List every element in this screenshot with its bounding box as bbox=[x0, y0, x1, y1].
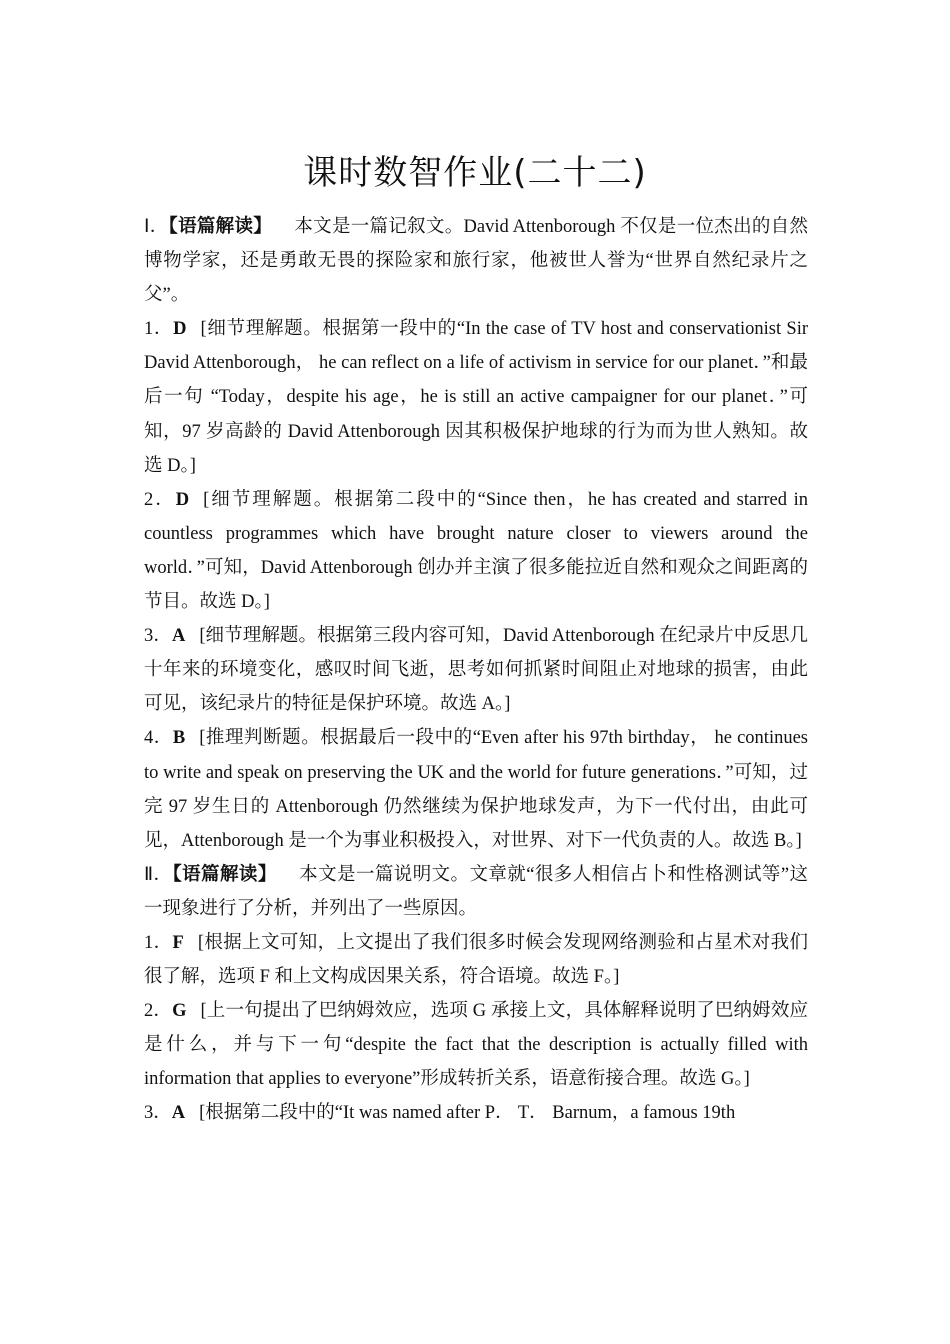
item-number: 2． bbox=[144, 1001, 173, 1022]
answer-item bbox=[144, 312, 808, 482]
item-answer: A bbox=[171, 626, 186, 647]
item-explanation: [根据上文可知，上文提出了我们很多时候会发现网络测验和占星术对我们很了解，选项 F 和上文构成因果关系，符合语境。故选 F。] bbox=[144, 932, 808, 988]
item-explanation: [细节理解题。根据第三段内容可知，David Attenborough 在纪录片中反思几十年来的环境变化，感叹时间飞逝，思考如何抓紧时间阻止对地球的损害，由此可见，该纪录片的特征是保护环境。故选 A。] bbox=[144, 626, 808, 715]
answer-item bbox=[144, 721, 808, 857]
item-number: 1． bbox=[144, 932, 173, 953]
item-answer: D bbox=[173, 319, 187, 340]
item-number: 3． bbox=[144, 1103, 172, 1124]
answer-item bbox=[144, 1096, 808, 1130]
section-1-intro-text: 本文是一篇记叙文。David Attenborough 不仅是一位杰出的自然博物学家，还是勇敢无畏的探险家和旅行家，他被世人誉为“世界自然纪录片之父”。 bbox=[144, 217, 808, 306]
section-1-number: Ⅰ． bbox=[144, 217, 169, 237]
section-2-intro-text: 本文是一篇说明文。文章就“很多人相信占卜和性格测试等”这一现象进行了分析，并列出了一些原因。 bbox=[144, 864, 808, 919]
item-number: 3． bbox=[144, 626, 172, 647]
item-explanation: [根据第二段中的“It was named after P． T． Barnum，a famous 19th bbox=[199, 1103, 736, 1124]
answer-item bbox=[144, 483, 808, 619]
item-answer: G bbox=[172, 1001, 187, 1022]
item-number: 4． bbox=[144, 728, 173, 749]
section-2-tag: 【语篇解读】 bbox=[172, 864, 277, 885]
item-number: 1． bbox=[144, 319, 174, 340]
item-explanation: [细节理解题。根据第二段中的“Since then，he has created and starred in countless programmes which have brought nature closer to viewers around the world．”可知，David Attenborough 创办并主演了很多能拉近自然和观众之间距离的节目。故选 D。] bbox=[144, 489, 808, 613]
section-1-tag: 【语篇解读】 bbox=[168, 217, 273, 237]
section-2-intro bbox=[144, 858, 808, 926]
item-explanation: [推理判断题。根据最后一段中的“Even after his 97th birthday， he continues to write and speak on preserving the UK and the world for future generations．”可知，过完 97 岁生日的 Attenborough 仍然继续为保护地球发声，为下一代付出，由此可见，Attenborough 是一个为事业积极投入，对世界、对下一代负责的人。故选 B。] bbox=[144, 728, 808, 851]
item-answer: B bbox=[172, 728, 186, 749]
item-answer: F bbox=[172, 932, 184, 953]
item-answer: D bbox=[175, 489, 190, 510]
item-number: 2． bbox=[144, 489, 176, 510]
document-body bbox=[144, 210, 808, 1131]
answer-item bbox=[144, 994, 808, 1096]
page-title: 课时数智作业(二十二) bbox=[303, 153, 647, 193]
item-explanation: [细节理解题。根据第一段中的“In the case of TV host and conservationist Sir David Attenborough， he can reflect on a life of activism in service for our planet．”和最后一句 “Today，despite his age，he is still an active campaigner for our planet．”可知，97 岁高龄的 David Attenborough 因其积极保护地球的行为而为世人熟知。故选 D。] bbox=[144, 319, 808, 476]
answer-item bbox=[144, 619, 808, 721]
section-1-intro bbox=[144, 210, 808, 312]
answer-item bbox=[144, 926, 808, 994]
item-explanation: [上一句提出了巴纳姆效应，选项 G 承接上文，具体解释说明了巴纳姆效应是什么，并与下一句“despite the fact that the description is actually filled with information that applies to everyone”形成转折关系，语意衔接合理。故选 G。] bbox=[144, 1001, 808, 1090]
section-2-number: Ⅱ． bbox=[144, 864, 173, 885]
item-answer: A bbox=[171, 1103, 186, 1124]
